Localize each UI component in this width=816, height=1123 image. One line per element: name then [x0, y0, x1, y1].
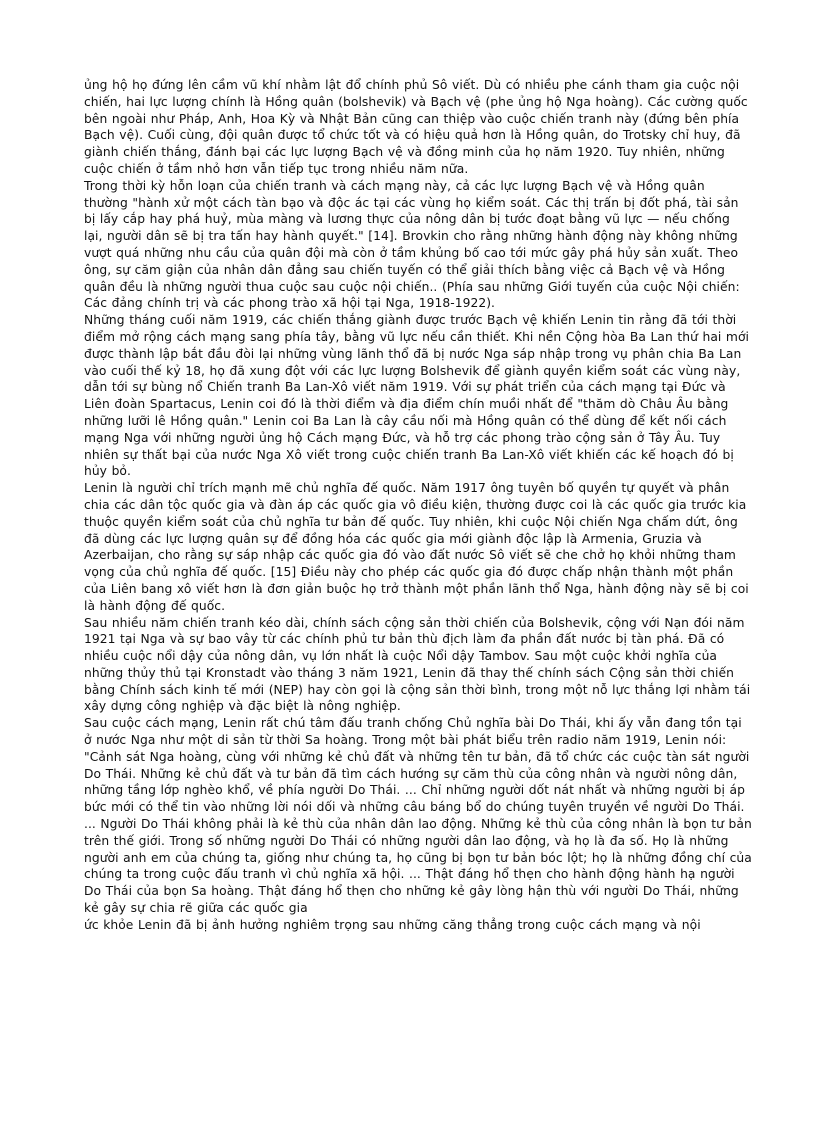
paragraph-anti-antisemitism: Sau cuộc cách mạng, Lenin rất chú tâm đấu tranh chống Chủ nghĩa bài Do Thái, khi ấy vẫn đang tồn tại ở nước Nga như một di sản từ thời Sa hoàng. Trong một bài phát biểu trên radio năm 1919, Lenin nói: "Cảnh sát Nga hoàng, cùng với những kẻ chủ đất và những tên tư bản, đã tổ chức các cuộc tàn sát người Do Thái. Những kẻ chủ đất và tư bản đã tìm cách hướng sự căm thù của công nhân và người nông dân, những tầng lớp nghèo khổ, về phía người Do Thái. ... Chỉ những người dốt nát nhất và những người bị áp bức mới có thể tin vào những lời nói dối và những câu báng bổ do chúng tuyên truyền về người Do Thái. ... Người Do Thái không phải là kẻ thù của nhân dân lao động. Những kẻ thù của công nhân là bọn tư bản trên thế giới. Trong số những người Do Thái có những người dân lao động, và họ là đa số. Họ là những người anh em của chúng ta, giống như chúng ta, họ cũng bị bọn tư bản bóc lột; họ là những đồng chí của chúng ta trong cuộc đấu tranh vì chủ nghĩa xã hội. ... Thật đáng hổ thẹn cho hành động hành hạ người Do Thái của bọn Sa hoàng. Thật đáng hổ thẹn cho những kẻ gây lòng hận thù với người Do Thái, những kẻ gây sự chia rẽ giữa các quốc gia [84, 716, 752, 916]
paragraph-anti-imperialism: Lenin là người chỉ trích mạnh mẽ chủ nghĩa đế quốc. Năm 1917 ông tuyên bố quyền tự quyết và phân chia các dân tộc quốc gia và đàn áp các quốc gia vô điều kiện, thường được coi là các quốc gia trước kia thuộc quyền kiểm soát của chủ nghĩa tư bản đế quốc. Tuy nhiên, khi cuộc Nội chiến Nga chấm dứt, ông đã dùng các lực lượng quân sự để đồng hóa các quốc gia mới giành độc lập là Armenia, Gruzia và Azerbaijan, cho rằng sự sáp nhập các quốc gia đó vào đất nước Sô viết sẽ che chở họ khỏi những tham vọng của chủ nghĩa đế quốc. [15] Điều này cho phép các quốc gia đó được chấp nhận thành một phần của Liên bang xô viết hơn là đơn giản buộc họ trở thành một phần lãnh thổ Nga, hành động này sẽ bị coi là hành động đế quốc. [84, 481, 749, 613]
paragraph-civil-war-overview: ủng hộ họ đứng lên cầm vũ khí nhằm lật đổ chính phủ Sô viết. Dù có nhiều phe cánh tham gia cuộc nội chiến, hai lực lượng chính là Hồng quân (bolshevik) và Bạch vệ (phe ủng hộ Nga hoàng). Các cường quốc bên ngoài như Pháp, Anh, Hoa Kỳ và Nhật Bản cũng can thiệp vào cuộc chiến tranh này (đứng bên phía Bạch vệ). Cuối cùng, đội quân được tổ chức tốt và có hiệu quả hơn là Hồng quân, do Trotsky chỉ huy, đã giành chiến thắng, đánh bại các lực lượng Bạch vệ và đồng minh của họ năm 1920. Tuy nhiên, những cuộc chiến ở tầm nhỏ hơn vẫn tiếp tục trong nhiều năm nữa. [84, 78, 748, 176]
paragraph-violence-during-war: Trong thời kỳ hỗn loạn của chiến tranh và cách mạng này, cả các lực lượng Bạch vệ và Hồng quân thường "hành xử một cách tàn bạo và độc ác tại các vùng họ kiểm soát. Các thị trấn bị đốt phá, tài sản bị lấy cắp hay phá huỷ, mùa màng và lương thực của nông dân bị tước đoạt bằng vũ lực — nếu chống lại, người dân sẽ bị tra tấn hay hành quyết." [14]. Brovkin cho rằng những hành động này không những vượt quá những nhu cầu của quân đội mà còn ở tầm khủng bố cao tới mức gây phá hủy sản xuất. Theo ông, sự căm giận của nhân dân đẳng sau chiến tuyến có thể giải thích bằng việc cả Bạch vệ và Hồng quân đều là những người thua cuộc sau cuộc nội chiến.. (Phía sau những Giới tuyến của cuộc Nội chiến: Các đảng chính trị và các phong trào xã hội tại Nga, 1918-1922). [84, 178, 740, 311]
paragraph-polish-soviet-war: Những tháng cuối năm 1919, các chiến thắng giành được trước Bạch vệ khiến Lenin tin rằng đã tới thời điểm mở rộng cách mạng sang phía tây, bằng vũ lực nếu cần thiết. Khi nền Cộng hòa Ba Lan thứ hai mới được thành lập bắt đầu đòi lại những vùng lãnh thổ đã bị nước Nga sáp nhập trong vụ phân chia Ba Lan vào cuối thế kỷ 18, họ đã xung đột với các lực lượng Bolshevik để giành quyền kiểm soát các vùng này, dẫn tới sự bùng nổ Chiến tranh Ba Lan-Xô viết năm 1919. Với sự phát triển của cách mạng tại Đức và Liên đoàn Spartacus, Lenin coi đó là thời điểm và địa điểm chín muồi nhất để "thăm dò Châu Âu bằng những lưỡi lê Hồng quân." Lenin coi Ba Lan là cây cầu nối mà Hồng quân có thể dùng để kết nối cách mạng Nga với những người ủng hộ Cách mạng Đức, và hỗ trợ các phong trào cộng sản ở Tây Âu. Tuy nhiên sự thất bại của nước Nga Xô viết trong cuộc chiến tranh Ba Lan-Xô viết khiến các kế hoạch đó bị hủy bỏ. [84, 313, 750, 479]
paragraph-new-economic-policy: Sau nhiều năm chiến tranh kéo dài, chính sách cộng sản thời chiến của Bolshevik, cộng với Nạn đói năm 1921 tại Nga và sự bao vây từ các chính phủ tư bản thù địch làm đa phần đất nước bị tàn phá. Đã có nhiều cuộc nổi dậy của nông dân, vụ lớn nhất là cuộc Nổi dậy Tambov. Sau một cuộc khởi nghĩa của những thủy thủ tại Kronstadt vào tháng 3 năm 1921, Lenin đã thay thế chính sách Cộng sản thời chiến bằng Chính sách kinh tế mới (NEP) hay còn gọi là cộng sản thời bình, trong một nỗ lực thắng lợi nhằm tái xây dựng công nghiệp và đặc biệt là nông nghiệp. [84, 615, 751, 714]
paragraph-lenin-health: ức khỏe Lenin đã bị ảnh hưởng nghiêm trọng sau những căng thẳng trong cuộc cách mạng và nội [84, 917, 701, 932]
document-page [84, 77, 752, 934]
